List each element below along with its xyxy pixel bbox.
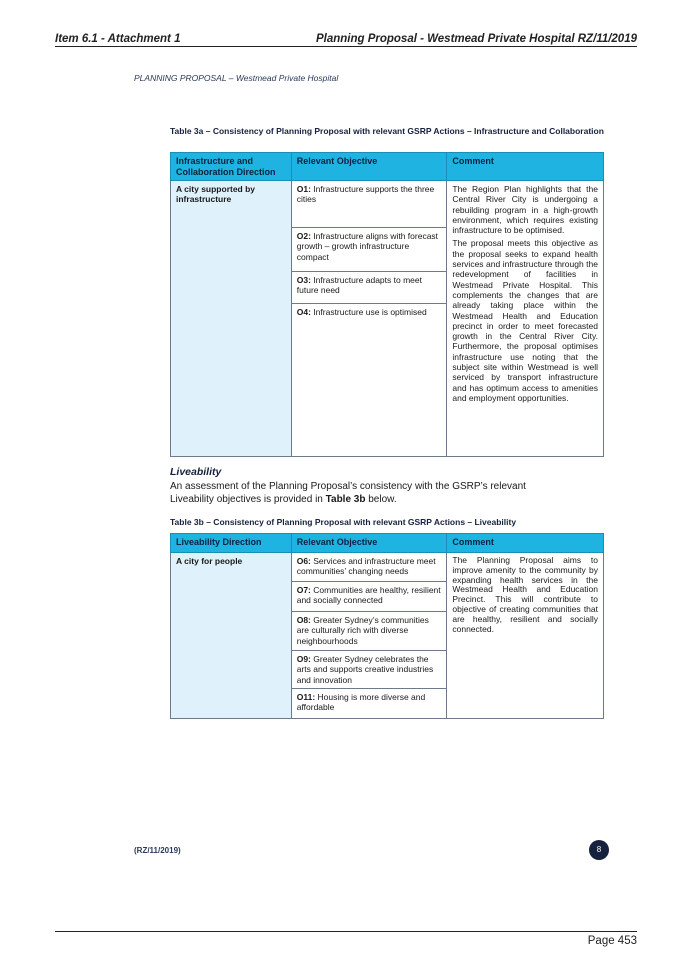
- table-reference: Table 3b: [325, 493, 366, 505]
- table-3a-header-direction: Infrastructure and Collaboration Direction: [171, 153, 292, 181]
- table-3b-header-comment: Comment: [447, 534, 604, 553]
- paragraph-text: An assessment of the Planning Proposal’s consistency with the GSRP’s relevant Liveability objectives is provided in: [170, 481, 526, 505]
- objective-text: Housing is more diverse and affordable: [296, 692, 426, 713]
- page-number-badge: 8: [589, 840, 609, 860]
- objective-code: O7:: [296, 585, 311, 595]
- objective-text: Infrastructure adapts to meet future need: [296, 275, 422, 296]
- table-3b-header-objective: Relevant Objective: [291, 534, 447, 553]
- comment-paragraph: The proposal meets this objective as the proposal seeks to expand health services and infrastructure through the redevelopment of facilities in Westmead Private Hospital. This complements the changes that are already taking place within the Westmead Health and Education precinct in order to meet forecasted growth in the Central River City. Furthermore, the proposal optimises infrastructure use noting that the subject site within Westmead is well serviced by transport infrastructure and has optimum access to amenities and employment opportunities.: [452, 238, 598, 403]
- objective-text: Infrastructure aligns with forecast growth – growth infrastructure compact: [296, 231, 439, 262]
- table-3a: [170, 152, 604, 457]
- table-row: [291, 304, 447, 457]
- table-row: [291, 181, 447, 228]
- table-row: [291, 689, 447, 719]
- page-number: Page 453: [587, 935, 637, 947]
- table-row: [291, 651, 447, 689]
- table-3a-header-comment: Comment: [447, 153, 604, 181]
- objective-code: O4:: [296, 307, 311, 317]
- running-head: PLANNING PROPOSAL – Westmead Private Hospital: [134, 73, 339, 83]
- header-document-title: Planning Proposal - Westmead Private Hospital RZ/11/2019: [315, 33, 637, 45]
- objective-text: Infrastructure use is optimised: [310, 307, 427, 317]
- paragraph-text-end: below.: [365, 493, 397, 505]
- table-3a-direction: A city supported by infrastructure: [171, 181, 292, 457]
- objective-text: Infrastructure supports the three cities: [296, 184, 435, 205]
- table-row: [291, 553, 447, 582]
- table-3b-header-direction: Liveability Direction: [171, 534, 292, 553]
- page-header: [55, 34, 637, 47]
- liveability-paragraph: [170, 481, 570, 506]
- objective-code: O1:: [296, 184, 311, 194]
- liveability-heading: Liveability: [170, 466, 222, 478]
- table-3b-direction: A city for people: [171, 553, 292, 719]
- table-row: [291, 582, 447, 612]
- objective-code: O6:: [296, 556, 311, 566]
- table-3b-caption: Table 3b – Consistency of Planning Proposal with relevant GSRP Actions – Liveability: [170, 517, 517, 527]
- objective-code: O2:: [296, 231, 311, 241]
- table-row: [291, 612, 447, 651]
- header-item-label: Item 6.1 - Attachment 1: [55, 33, 181, 45]
- table-3a-caption: Table 3a – Consistency of Planning Proposal with relevant GSRP Actions – Infrastructure and Collaboration: [170, 126, 604, 136]
- comment-paragraph: The Region Plan highlights that the Central River City is undergoing a rebuilding program in a high-growth environment, which requires existing infrastructure to be optimised.: [452, 184, 598, 236]
- table-3b: [170, 533, 604, 719]
- objective-code: O11:: [296, 692, 316, 702]
- objective-code: O8:: [296, 615, 311, 625]
- table-3b-comment: The Planning Proposal aims to improve amenity to the community by expanding health services in the Westmead Health and Education Precinct. This will contribute to objective of creating communities that are healthy, resilient and socially connected.: [447, 553, 604, 719]
- objective-text: Greater Sydney’s communities are culturally rich with diverse neighbourhoods: [296, 615, 429, 646]
- table-row: [291, 228, 447, 272]
- table-3a-comment: [447, 181, 604, 457]
- table-row: [291, 272, 447, 304]
- objective-code: O9:: [296, 654, 311, 664]
- document-reference: (RZ/11/2019): [134, 846, 181, 855]
- page-footer: [55, 931, 637, 947]
- objective-text: Greater Sydney celebrates the arts and supports creative industries and innovation: [296, 654, 434, 685]
- objective-text: Services and infrastructure meet communities’ changing needs: [296, 556, 436, 577]
- table-3a-header-objective: Relevant Objective: [291, 153, 447, 181]
- objective-text: Communities are healthy, resilient and socially connected: [296, 585, 441, 606]
- objective-code: O3:: [296, 275, 311, 285]
